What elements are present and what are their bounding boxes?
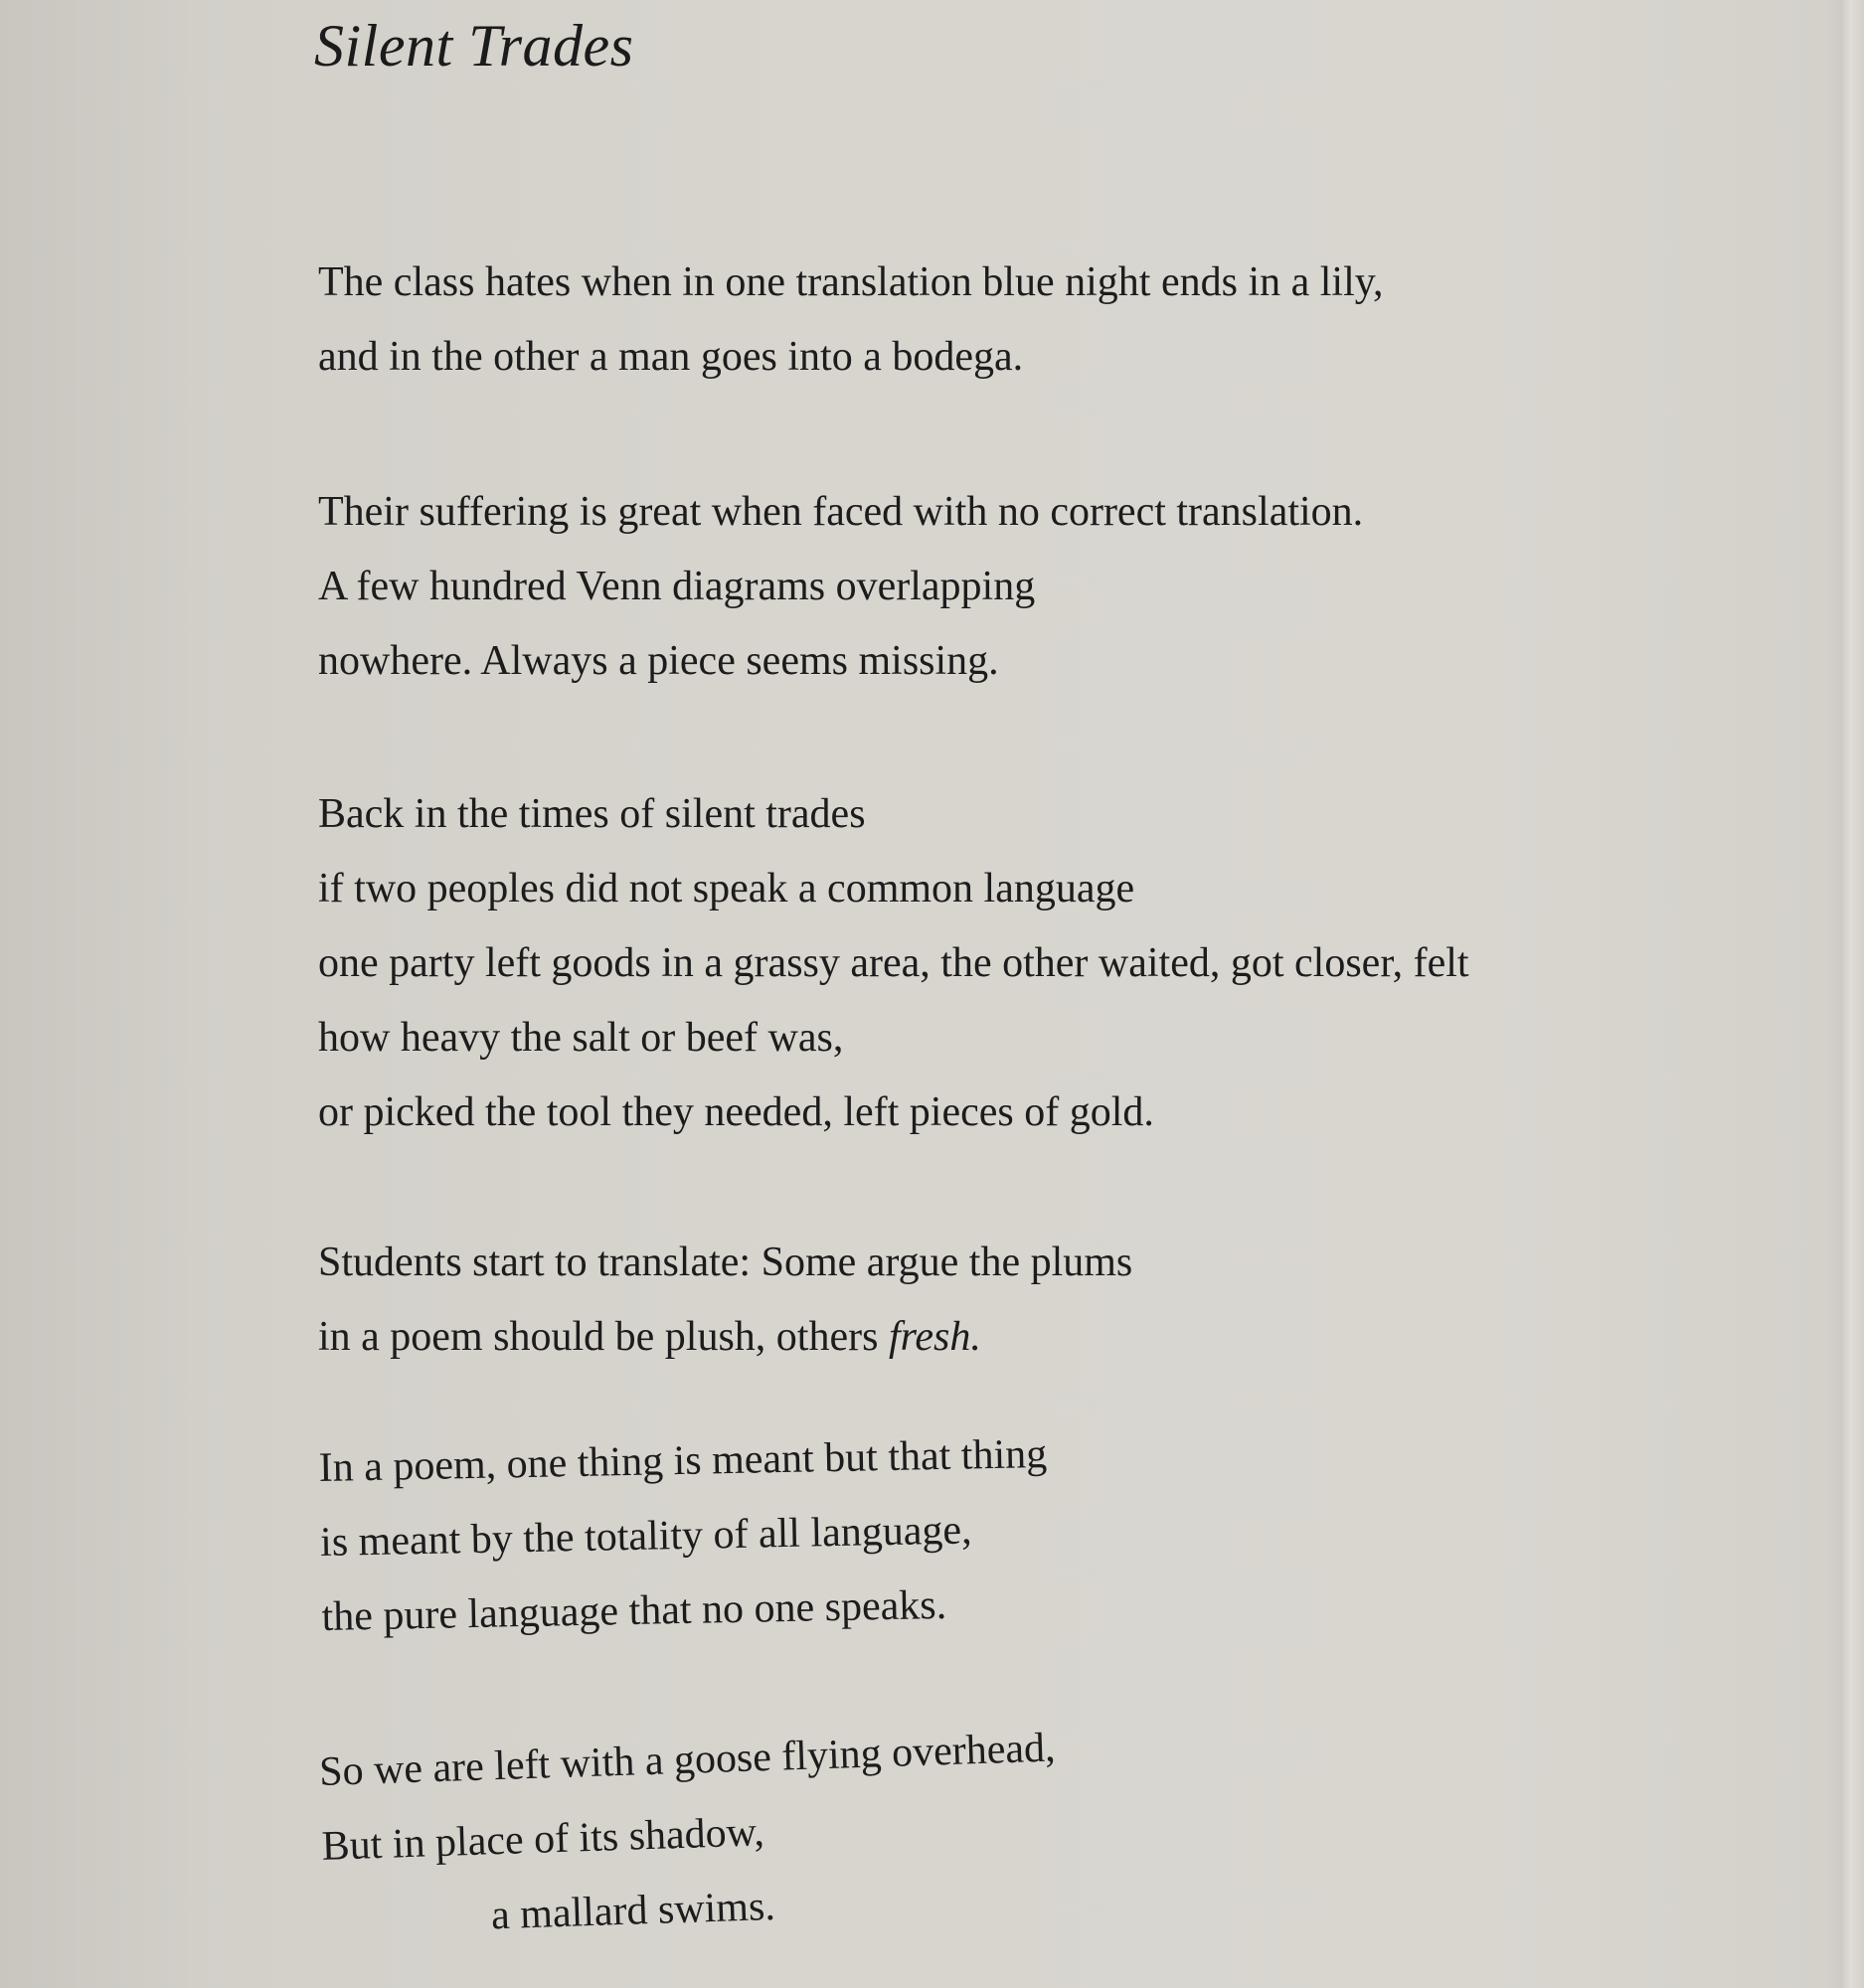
poem-line: So we are left with a goose flying overhead, (318, 1725, 1057, 1795)
poem-line: nowhere. Always a piece seems missing. (318, 638, 999, 684)
italic-word: fresh. (888, 1314, 981, 1360)
poem-line: if two peoples did not speak a common language (318, 866, 1135, 911)
poem-line: Back in the times of silent trades (318, 791, 866, 837)
poem-line: The class hates when in one translation blue night ends in a lily, (318, 259, 1384, 305)
stanza-4 (318, 1226, 1132, 1375)
poem-line: how heavy the salt or beef was, (318, 1015, 844, 1061)
stanza-6 (318, 1711, 1062, 1958)
stanza-5 (318, 1417, 1051, 1655)
poem-line: is meant by the totality of all language, (319, 1507, 972, 1566)
poem-line: Students start to translate: Some argue the plums (318, 1240, 1133, 1285)
poem-line: A few hundred Venn diagrams overlapping (318, 564, 1036, 609)
poem-line: or picked the tool they needed, left pieces of gold. (318, 1089, 1154, 1135)
poem-line: But in place of its shadow, (320, 1809, 765, 1870)
poem-line: and in the other a man goes into a bodega. (318, 334, 1024, 380)
stanza-1 (318, 246, 1384, 395)
page-edge (1842, 0, 1864, 1988)
poem-line: one party left goods in a grassy area, the other waited, got closer, felt (318, 940, 1469, 986)
stanza-2 (318, 475, 1363, 699)
poem-line: Their suffering is great when faced with no correct translation. (318, 489, 1364, 535)
poem-line: In a poem, one thing is meant but that thing (318, 1430, 1048, 1491)
poem-title: Silent Trades (314, 13, 634, 79)
stanza-3 (318, 777, 1469, 1150)
poem-line: the pure language that no one speaks. (321, 1581, 947, 1640)
poem-line-text: in a poem should be plush, others (318, 1314, 879, 1360)
poem-line-indented: a mallard swims. (490, 1883, 776, 1939)
poem-line (318, 1300, 1132, 1375)
